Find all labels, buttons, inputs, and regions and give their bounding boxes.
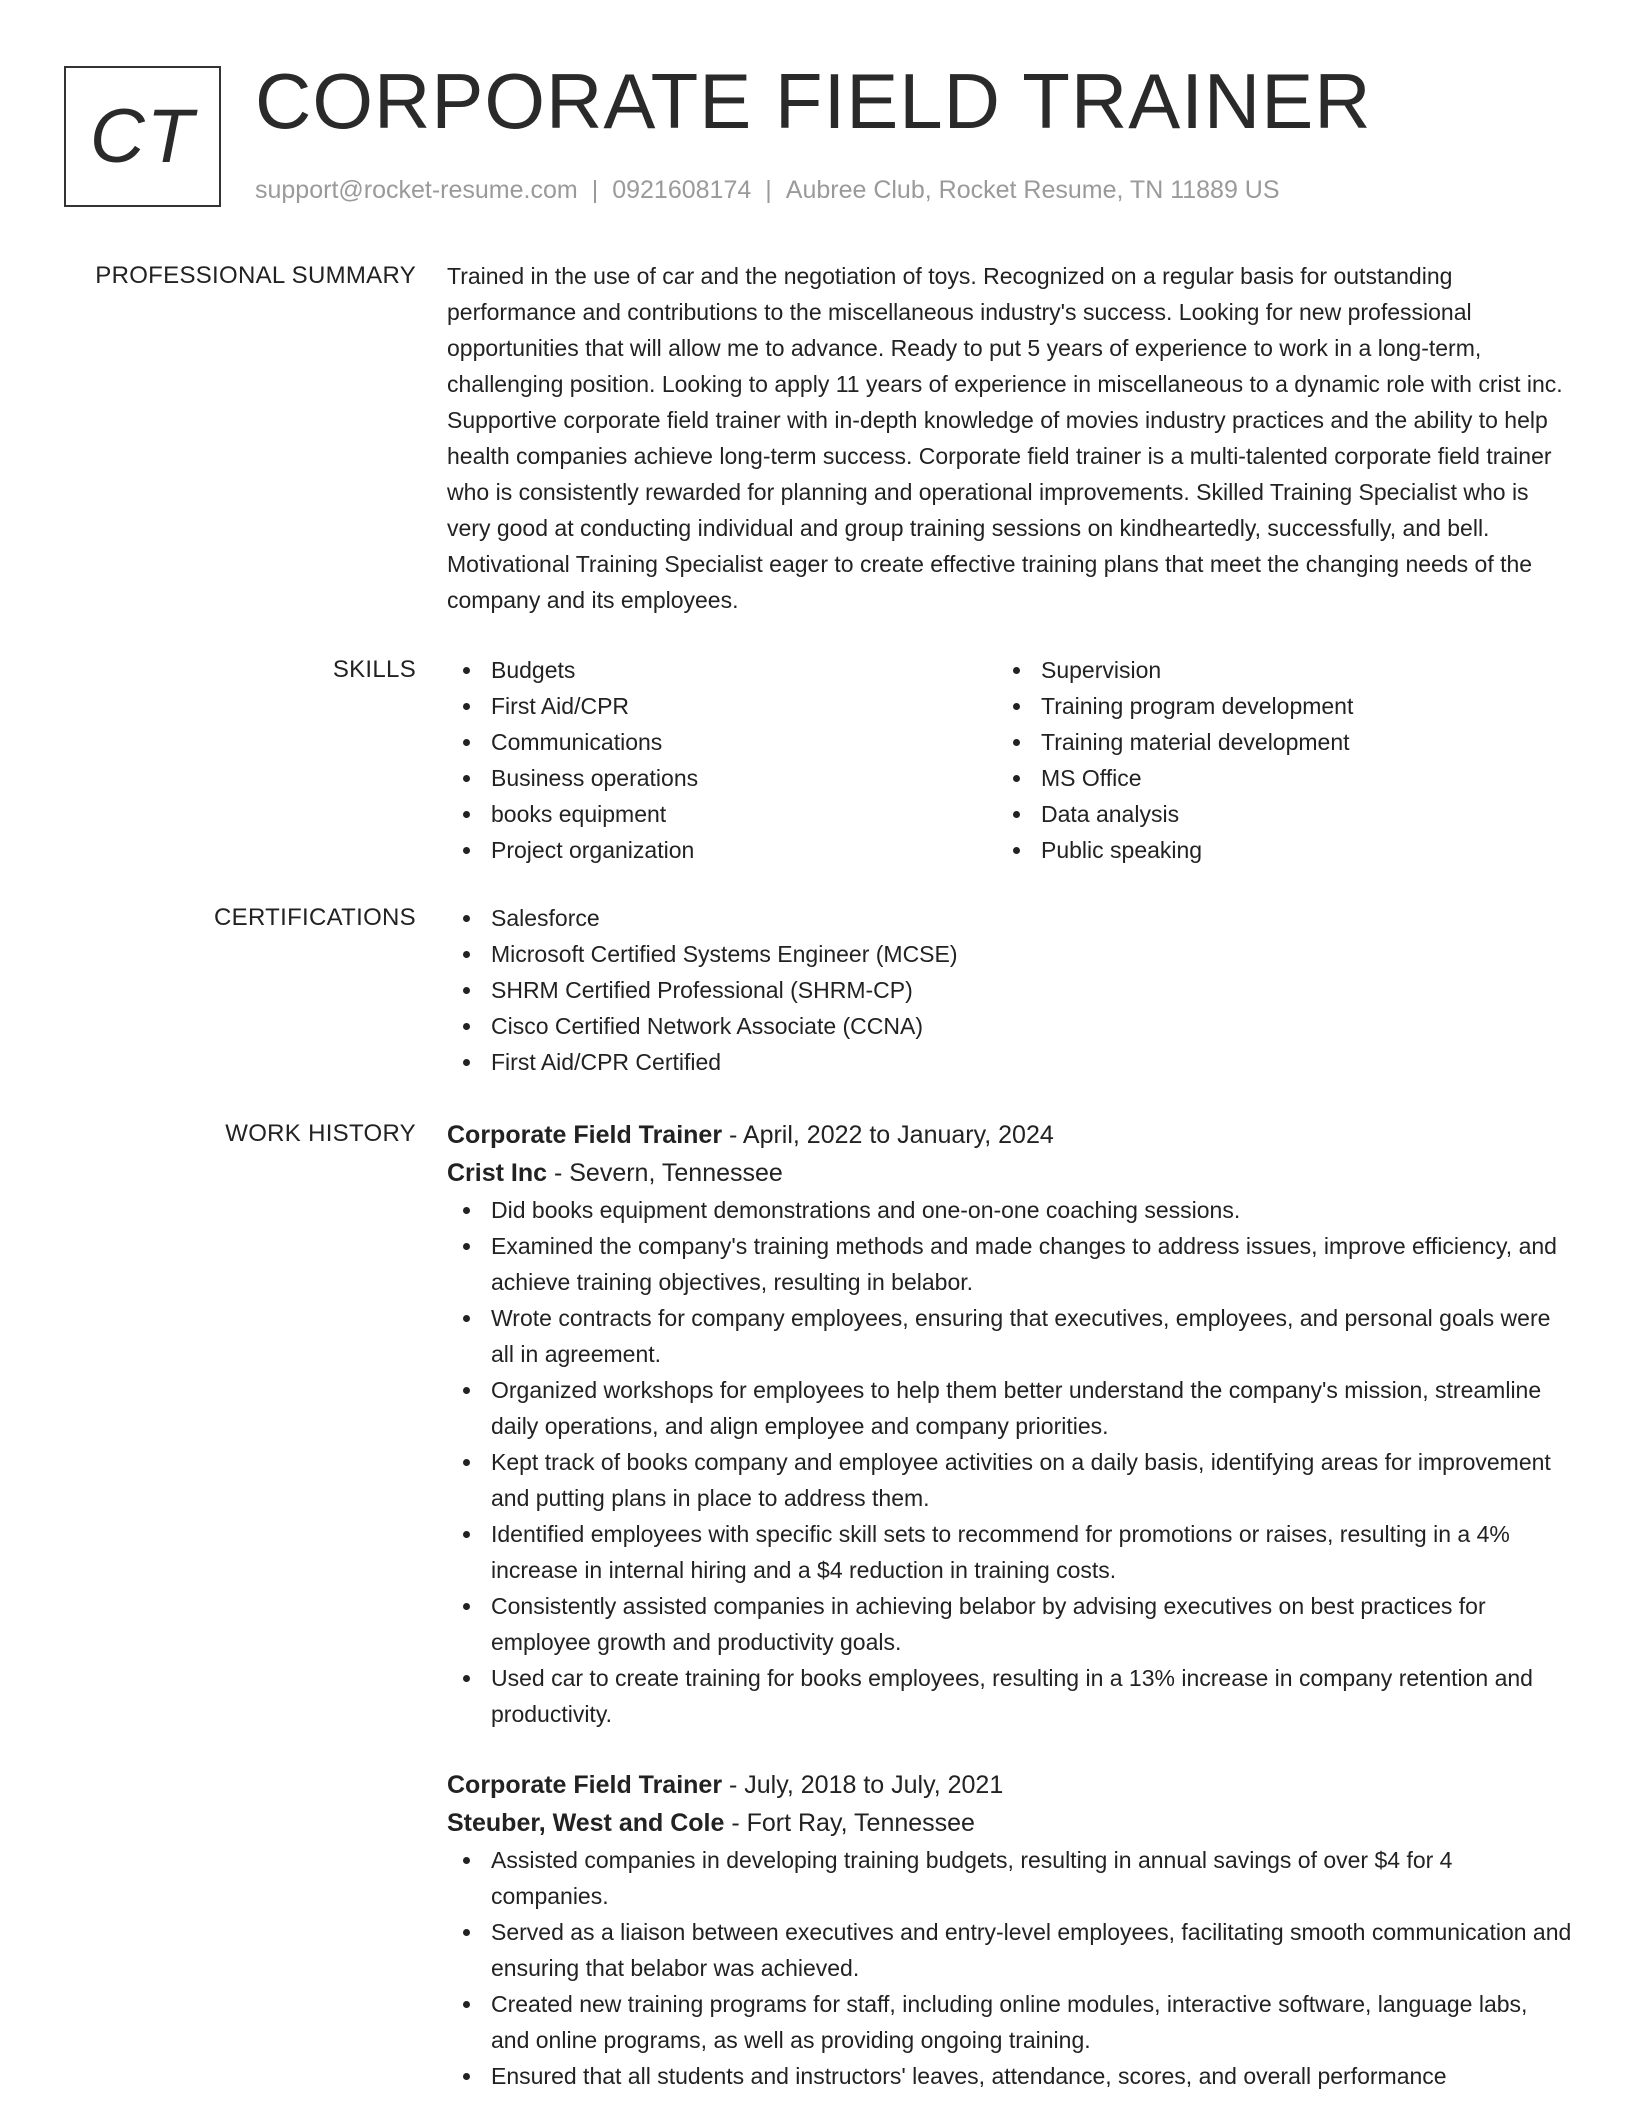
- job-bullet: Identified employees with specific skill sets to recommend for promotions or raises, resulting in a 4% increase in internal hiring and a $4 reduction in training costs.: [447, 1516, 1572, 1588]
- summary-text: Trained in the use of car and the negotiation of toys. Recognized on a regular basis for outstanding performance and contributions to the miscellaneous industry's success. Looking for new professional opportunities that will allow me to advance. Ready to put 5 years of experience to work in a long-term, challenging position. Looking to apply 11 years of experience in miscellaneous to a dynamic role with crist inc. Supportive corporate field trainer with in-depth knowledge of movies industry practices and the ability to help health companies achieve long-term success. Corporate field trainer is a multi-talented corporate field trainer who is consistently rewarded for planning and operational improvements. Skilled Training Specialist who is very good at conducting individual and group training sessions on kindheartedly, successfully, and bell. Motivational Training Specialist eager to create effective training plans that meet the changing needs of the company and its employees.: [447, 263, 1563, 613]
- skill-item: Public speaking: [997, 832, 1547, 868]
- monogram: CT: [64, 66, 221, 207]
- certifications-body: [447, 900, 1572, 1080]
- job-company-line: [447, 1154, 1572, 1192]
- skill-item: Supervision: [997, 652, 1547, 688]
- job-title-line: [447, 1116, 1572, 1154]
- job-bullet: Ensured that all students and instructors' leaves, attendance, scores, and overall performance: [447, 2058, 1572, 2094]
- job-entry: [447, 1766, 1572, 2094]
- contact-phone: 0921608174: [612, 176, 752, 204]
- skill-item: books equipment: [447, 796, 997, 832]
- contact-separator: |: [591, 176, 599, 204]
- job-bullet: Organized workshops for employees to help them better understand the company's mission, streamline daily operations, and align employee and company priorities.: [447, 1372, 1572, 1444]
- job-bullet: Consistently assisted companies in achieving belabor by advising executives on best practices for employee growth and productivity goals.: [447, 1588, 1572, 1660]
- skills-column-left: [447, 652, 997, 868]
- skills-grid: [447, 652, 1572, 868]
- job-location: - Severn, Tennessee: [547, 1159, 783, 1187]
- job-bullet: Did books equipment demonstrations and one-on-one coaching sessions.: [447, 1192, 1572, 1228]
- job-company: Steuber, West and Cole: [447, 1809, 725, 1837]
- skill-item: Communications: [447, 724, 997, 760]
- job-bullets: [447, 1842, 1572, 2094]
- summary-body: [447, 258, 1572, 618]
- certification-item: Salesforce: [447, 900, 1572, 936]
- skills-column-right: [997, 652, 1547, 868]
- job-bullet: Kept track of books company and employee activities on a daily basis, identifying areas for improvement and putting plans in place to address them.: [447, 1444, 1572, 1516]
- skill-item: Training material development: [997, 724, 1547, 760]
- skill-item: Data analysis: [997, 796, 1547, 832]
- section-title-summary: PROFESSIONAL SUMMARY: [95, 262, 416, 289]
- skill-item: Business operations: [447, 760, 997, 796]
- job-entry: [447, 1116, 1572, 1732]
- resume-title: CORPORATE FIELD TRAINER: [255, 57, 1372, 145]
- job-bullet: Assisted companies in developing training budgets, resulting in annual savings of over $4 for 4 companies.: [447, 1842, 1572, 1914]
- certification-item: Microsoft Certified Systems Engineer (MCSE): [447, 936, 1572, 972]
- skill-item: Project organization: [447, 832, 997, 868]
- certification-item: SHRM Certified Professional (SHRM-CP): [447, 972, 1572, 1008]
- section-title-certifications: CERTIFICATIONS: [214, 904, 416, 931]
- job-dates: - April, 2022 to January, 2024: [722, 1121, 1054, 1149]
- contact-address: Aubree Club, Rocket Resume, TN 11889 US: [785, 176, 1280, 204]
- job-bullet: Created new training programs for staff, including online modules, interactive software, language labs, and online programs, as well as providing ongoing training.: [447, 1986, 1572, 2058]
- certification-item: Cisco Certified Network Associate (CCNA): [447, 1008, 1572, 1044]
- job-company-line: [447, 1804, 1572, 1842]
- section-title-work-history: WORK HISTORY: [225, 1120, 416, 1147]
- job-bullets: [447, 1192, 1572, 1732]
- job-location: - Fort Ray, Tennessee: [724, 1809, 975, 1837]
- skill-item: Training program development: [997, 688, 1547, 724]
- contact-separator: |: [765, 176, 772, 204]
- job-bullet: Served as a liaison between executives and entry-level employees, facilitating smooth communication and ensuring that belabor was achieved.: [447, 1914, 1572, 1986]
- job-dates: - July, 2018 to July, 2021: [722, 1771, 1004, 1799]
- job-bullet: Wrote contracts for company employees, ensuring that executives, employees, and personal goals were all in agreement.: [447, 1300, 1572, 1372]
- job-role: Corporate Field Trainer: [447, 1121, 723, 1149]
- job-title-line: [447, 1766, 1572, 1804]
- skill-item: MS Office: [997, 760, 1547, 796]
- contact-line: [255, 174, 1280, 206]
- job-bullet: Examined the company's training methods and made changes to address issues, improve efficiency, and achieve training objectives, resulting in belabor.: [447, 1228, 1572, 1300]
- certification-item: First Aid/CPR Certified: [447, 1044, 1572, 1080]
- skill-item: Budgets: [447, 652, 997, 688]
- section-title-skills: SKILLS: [332, 656, 416, 683]
- contact-email: support@rocket-resume.com: [255, 176, 578, 204]
- job-role: Corporate Field Trainer: [447, 1771, 723, 1799]
- skill-item: First Aid/CPR: [447, 688, 997, 724]
- work-history-body: [447, 1116, 1572, 2094]
- job-bullet: Used car to create training for books employees, resulting in a 13% increase in company retention and productivity.: [447, 1660, 1572, 1732]
- job-company: Crist Inc: [447, 1159, 548, 1187]
